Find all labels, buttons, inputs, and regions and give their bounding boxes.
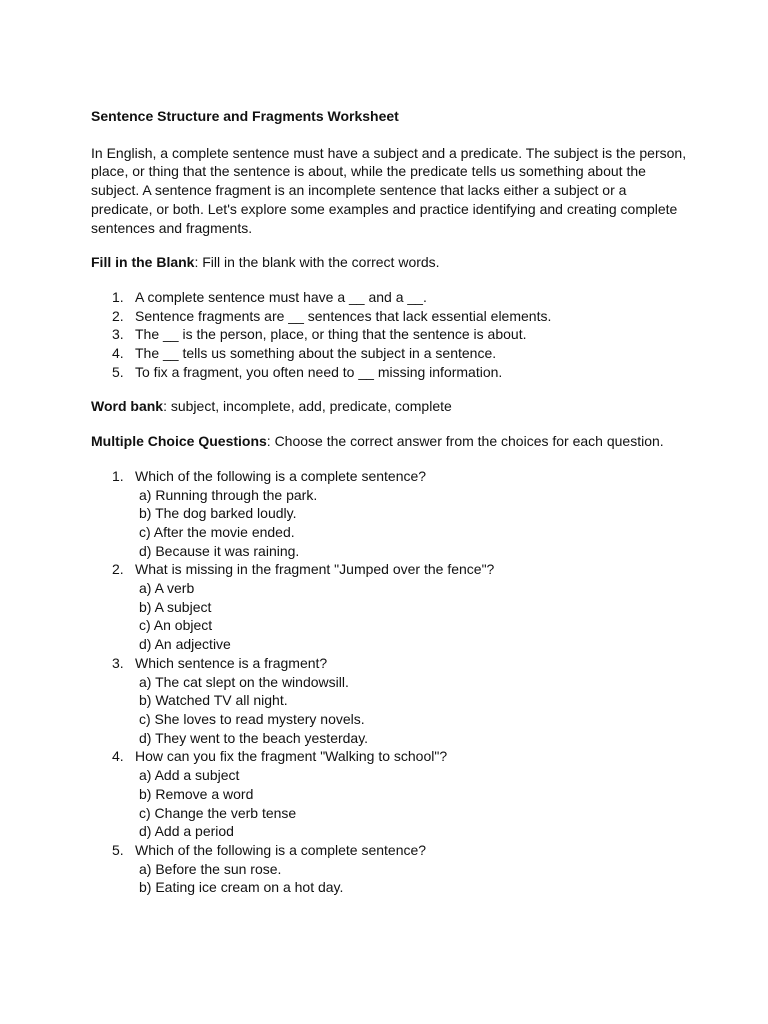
question-item <box>91 654 691 748</box>
answer-choice: a) Running through the park. <box>139 486 318 503</box>
word-bank-text: : subject, incomplete, add, predicate, complete <box>163 398 452 415</box>
item-text: To fix a fragment, you often need to __ missing information. <box>135 363 503 380</box>
answer-choice: b) A subject <box>139 598 212 615</box>
multiple-choice-instructions <box>91 432 691 451</box>
question-text: How can you fix the fragment "Walking to school"? <box>135 748 448 765</box>
question-number: 5. <box>112 841 124 858</box>
item-text: A complete sentence must have a __ and a __. <box>135 288 427 305</box>
answer-choice: b) Eating ice cream on a hot day. <box>139 879 344 896</box>
worksheet-title: Sentence Structure and Fragments Worksheet <box>91 108 399 124</box>
answer-choice: b) Watched TV all night. <box>139 692 288 709</box>
question-number: 3. <box>112 654 124 671</box>
answer-choice: a) The cat slept on the windowsill. <box>139 673 349 690</box>
fill-in-instruction-text: : Fill in the blank with the correct words. <box>194 254 440 271</box>
answer-choice: b) The dog barked loudly. <box>139 505 297 522</box>
multiple-choice-list <box>91 467 691 897</box>
answer-choice: c) After the movie ended. <box>139 523 295 540</box>
fill-in-item <box>91 307 691 326</box>
fill-in-item <box>91 344 691 363</box>
question-item <box>91 467 691 561</box>
answer-choice: a) Add a subject <box>139 767 240 784</box>
answer-choice: a) A verb <box>139 580 195 597</box>
item-number: 2. <box>112 307 124 324</box>
answer-choice: d) Because it was raining. <box>139 542 300 559</box>
item-text: The __ tells us something about the subject in a sentence. <box>135 345 497 362</box>
question-number: 4. <box>112 748 124 765</box>
fill-in-heading: Fill in the Blank <box>91 254 195 271</box>
fill-in-item <box>91 325 691 344</box>
multiple-choice-heading: Multiple Choice Questions <box>91 433 267 450</box>
answer-choice: d) Add a period <box>139 823 234 840</box>
multiple-choice-instruction-text: : Choose the correct answer from the choices for each question. <box>266 433 664 450</box>
word-bank-heading: Word bank <box>91 398 164 415</box>
answer-choice: c) She loves to read mystery novels. <box>139 710 365 727</box>
item-number: 1. <box>112 288 124 305</box>
question-number: 1. <box>112 467 124 484</box>
question-item <box>91 841 691 897</box>
question-text: Which of the following is a complete sentence? <box>135 841 427 858</box>
question-item <box>91 560 691 654</box>
choice-list <box>135 673 691 748</box>
answer-choice: d) An adjective <box>139 636 231 653</box>
answer-choice: b) Remove a word <box>139 785 254 802</box>
word-bank <box>91 397 691 416</box>
intro-paragraph: In English, a complete sentence must have a subject and a predicate. The subject is the person, place, or thing that the sentence is about, while the predicate tells us something about the subject. A sentence fragment is an incomplete sentence that lacks either a subject or a predicate, or both. Let's explore some examples and practice identifying and creating complete sentences and fragments. <box>91 144 687 236</box>
item-number: 5. <box>112 363 124 380</box>
item-text: The __ is the person, place, or thing that the sentence is about. <box>135 326 527 343</box>
choice-list <box>135 486 691 561</box>
answer-choice: d) They went to the beach yesterday. <box>139 729 369 746</box>
choice-list <box>135 579 691 654</box>
answer-choice: c) Change the verb tense <box>139 804 297 821</box>
item-text: Sentence fragments are __ sentences that lack essential elements. <box>135 307 552 324</box>
question-number: 2. <box>112 561 124 578</box>
question-text: Which of the following is a complete sentence? <box>135 467 427 484</box>
fill-in-item <box>91 288 691 307</box>
fill-in-list <box>91 288 691 382</box>
fill-in-instructions <box>91 253 691 272</box>
item-number: 3. <box>112 326 124 343</box>
fill-in-item <box>91 363 691 382</box>
choice-list <box>135 766 691 841</box>
worksheet-page <box>91 107 691 897</box>
question-text: Which sentence is a fragment? <box>135 654 328 671</box>
answer-choice: a) Before the sun rose. <box>139 860 282 877</box>
answer-choice: c) An object <box>139 617 213 634</box>
item-number: 4. <box>112 345 124 362</box>
question-item <box>91 747 691 841</box>
question-text: What is missing in the fragment "Jumped over the fence"? <box>135 561 495 578</box>
choice-list <box>135 860 691 897</box>
